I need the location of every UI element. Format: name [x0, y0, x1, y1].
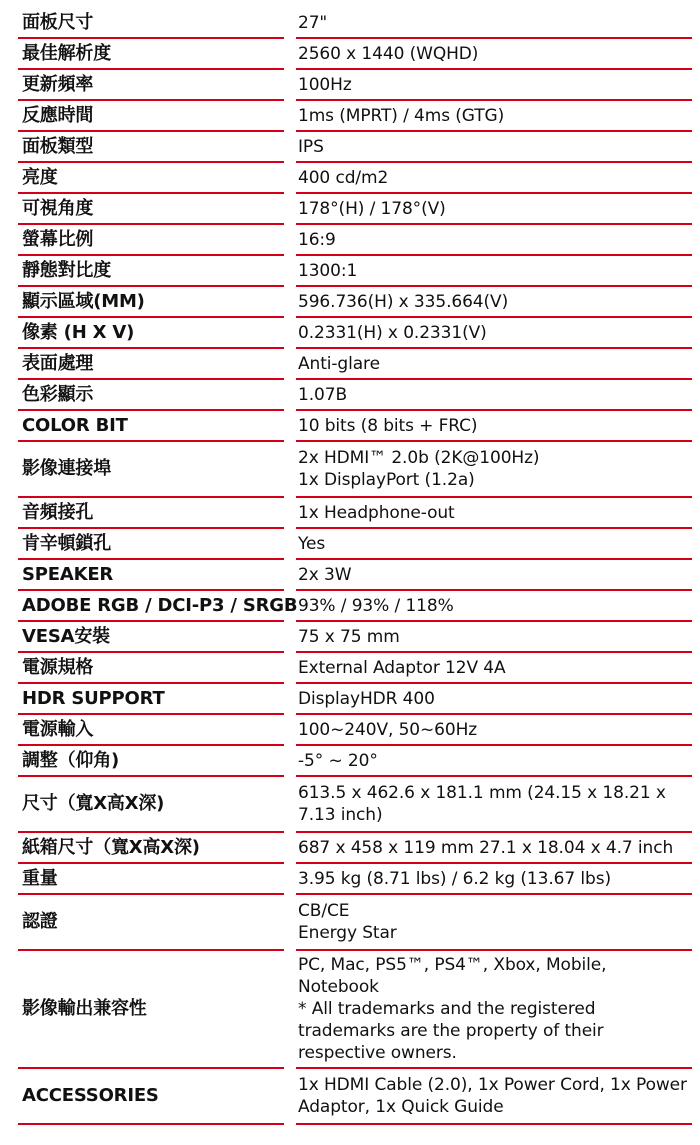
spec-row: [18, 287, 692, 318]
spec-value: [296, 529, 692, 560]
spec-label: 電源輸入: [18, 715, 284, 746]
spec-value-line: IPS: [298, 136, 324, 157]
spec-value: [296, 653, 692, 684]
spec-value-line: 2x 3W: [298, 564, 352, 585]
spec-value: [296, 101, 692, 132]
spec-value: [296, 194, 692, 225]
spec-label: 螢幕比例: [18, 225, 284, 256]
spec-row: [18, 529, 692, 560]
spec-value: [296, 1069, 692, 1125]
spec-row: [18, 8, 692, 39]
spec-value-line: 2560 x 1440 (WQHD): [298, 43, 479, 64]
spec-value-line: 27": [298, 12, 328, 33]
spec-value-line: 1ms (MPRT) / 4ms (GTG): [298, 105, 505, 126]
spec-value-line: 10 bits (8 bits + FRC): [298, 415, 478, 436]
spec-label: 重量: [18, 864, 284, 895]
spec-label: 調整（仰角): [18, 746, 284, 777]
spec-value-line: 16:9: [298, 229, 336, 250]
spec-value: [296, 163, 692, 194]
spec-label: 反應時間: [18, 101, 284, 132]
spec-value: [296, 622, 692, 653]
spec-row: [18, 132, 692, 163]
spec-value-line: PC, Mac, PS5™, PS4™, Xbox, Mobile,: [298, 955, 607, 975]
spec-label: 電源規格: [18, 653, 284, 684]
spec-row: [18, 951, 692, 1069]
spec-value: [296, 777, 692, 833]
spec-value-line: 1x DisplayPort (1.2a): [298, 470, 475, 490]
spec-value-line: 100Hz: [298, 74, 352, 95]
spec-value: [296, 132, 692, 163]
spec-value: [296, 349, 692, 380]
spec-value-line: 3.95 kg (8.71 lbs) / 6.2 kg (13.67 lbs): [298, 868, 612, 889]
spec-value-line: 1300:1: [298, 260, 358, 281]
spec-row: [18, 684, 692, 715]
spec-label: 色彩顯示: [18, 380, 284, 411]
spec-row: [18, 163, 692, 194]
spec-label: 可視角度: [18, 194, 284, 225]
spec-row: [18, 411, 692, 442]
spec-row: [18, 622, 692, 653]
spec-label: 面板尺寸: [18, 8, 284, 39]
spec-row: [18, 895, 692, 951]
spec-value: [296, 287, 692, 318]
spec-value: [296, 70, 692, 101]
spec-value: [296, 591, 692, 622]
spec-label: HDR SUPPORT: [18, 684, 284, 715]
spec-label: 認證: [18, 895, 284, 951]
spec-label: 紙箱尺寸（寬X高X深): [18, 833, 284, 864]
spec-row: [18, 1069, 692, 1125]
spec-row: [18, 70, 692, 101]
spec-row: [18, 101, 692, 132]
spec-label: 肯辛頓鎖孔: [18, 529, 284, 560]
spec-value-line: 178°(H) / 178°(V): [298, 198, 446, 219]
spec-row: [18, 225, 692, 256]
spec-label: 尺寸（寬X高X深): [18, 777, 284, 833]
spec-label: 影像輸出兼容性: [18, 951, 284, 1069]
spec-value: [296, 8, 692, 39]
spec-label: ADOBE RGB / DCI-P3 / SRGB: [18, 591, 284, 622]
spec-row: [18, 653, 692, 684]
spec-value: [296, 442, 692, 498]
spec-value: [296, 951, 692, 1069]
spec-value-line: 7.13 inch): [298, 805, 383, 825]
spec-row: [18, 715, 692, 746]
spec-value-line: 93% / 93% / 118%: [298, 595, 454, 616]
spec-value-line: trademarks are the property of their: [298, 1021, 604, 1041]
spec-row: [18, 833, 692, 864]
spec-label: 最佳解析度: [18, 39, 284, 70]
spec-label: COLOR BIT: [18, 411, 284, 442]
spec-value: [296, 746, 692, 777]
spec-value-line: External Adaptor 12V 4A: [298, 657, 506, 678]
spec-value-line: CB/CE: [298, 901, 350, 921]
spec-value: [296, 895, 692, 951]
spec-row: [18, 39, 692, 70]
spec-label: 顯示區域(MM): [18, 287, 284, 318]
spec-value: [296, 380, 692, 411]
spec-value-line: 1x HDMI Cable (2.0), 1x Power Cord, 1x Power: [298, 1075, 687, 1095]
spec-label: 面板類型: [18, 132, 284, 163]
spec-value-line: Adaptor, 1x Quick Guide: [298, 1097, 504, 1117]
spec-value: [296, 39, 692, 70]
spec-value: [296, 411, 692, 442]
spec-value-line: 100~240V, 50~60Hz: [298, 719, 478, 740]
spec-table: [18, 8, 692, 1125]
spec-row: [18, 560, 692, 591]
spec-label: 表面處理: [18, 349, 284, 380]
spec-label: 影像連接埠: [18, 442, 284, 498]
spec-row: [18, 777, 692, 833]
spec-row: [18, 746, 692, 777]
spec-value-line: 2x HDMI™ 2.0b (2K@100Hz): [298, 448, 540, 468]
spec-label: 更新頻率: [18, 70, 284, 101]
spec-label: SPEAKER: [18, 560, 284, 591]
spec-value-line: * All trademarks and the registered: [298, 999, 596, 1019]
spec-row: [18, 864, 692, 895]
spec-value: [296, 684, 692, 715]
spec-row: [18, 318, 692, 349]
spec-label: 音頻接孔: [18, 498, 284, 529]
spec-label: 亮度: [18, 163, 284, 194]
spec-value-line: 0.2331(H) x 0.2331(V): [298, 322, 487, 343]
spec-value-line: 75 x 75 mm: [298, 626, 400, 647]
spec-value-line: DisplayHDR 400: [298, 688, 435, 709]
spec-row: [18, 194, 692, 225]
spec-value-line: 687 x 458 x 119 mm 27.1 x 18.04 x 4.7 inch: [298, 837, 674, 858]
spec-label: 像素 (H X V): [18, 318, 284, 349]
spec-value: [296, 256, 692, 287]
spec-value-line: Notebook: [298, 977, 379, 997]
spec-value-line: Energy Star: [298, 923, 397, 943]
spec-value: [296, 715, 692, 746]
spec-label: VESA安裝: [18, 622, 284, 653]
spec-value-line: 1x Headphone-out: [298, 502, 455, 523]
spec-value: [296, 318, 692, 349]
spec-value-line: respective owners.: [298, 1043, 457, 1063]
spec-value-line: 613.5 x 462.6 x 181.1 mm (24.15 x 18.21 x: [298, 783, 666, 803]
spec-value: [296, 833, 692, 864]
spec-value: [296, 498, 692, 529]
spec-row: [18, 442, 692, 498]
spec-row: [18, 591, 692, 622]
spec-row: [18, 256, 692, 287]
spec-row: [18, 380, 692, 411]
spec-value: [296, 864, 692, 895]
spec-row: [18, 498, 692, 529]
spec-value: [296, 560, 692, 591]
spec-value-line: 1.07B: [298, 384, 348, 405]
spec-value: [296, 225, 692, 256]
spec-value-line: Anti-glare: [298, 353, 380, 374]
spec-value-line: -5° ~ 20°: [298, 750, 378, 771]
spec-value-line: Yes: [298, 533, 326, 554]
spec-value-line: 596.736(H) x 335.664(V): [298, 291, 509, 312]
spec-label: 靜態對比度: [18, 256, 284, 287]
spec-label: ACCESSORIES: [18, 1069, 284, 1125]
spec-row: [18, 349, 692, 380]
spec-value-line: 400 cd/m2: [298, 167, 389, 188]
